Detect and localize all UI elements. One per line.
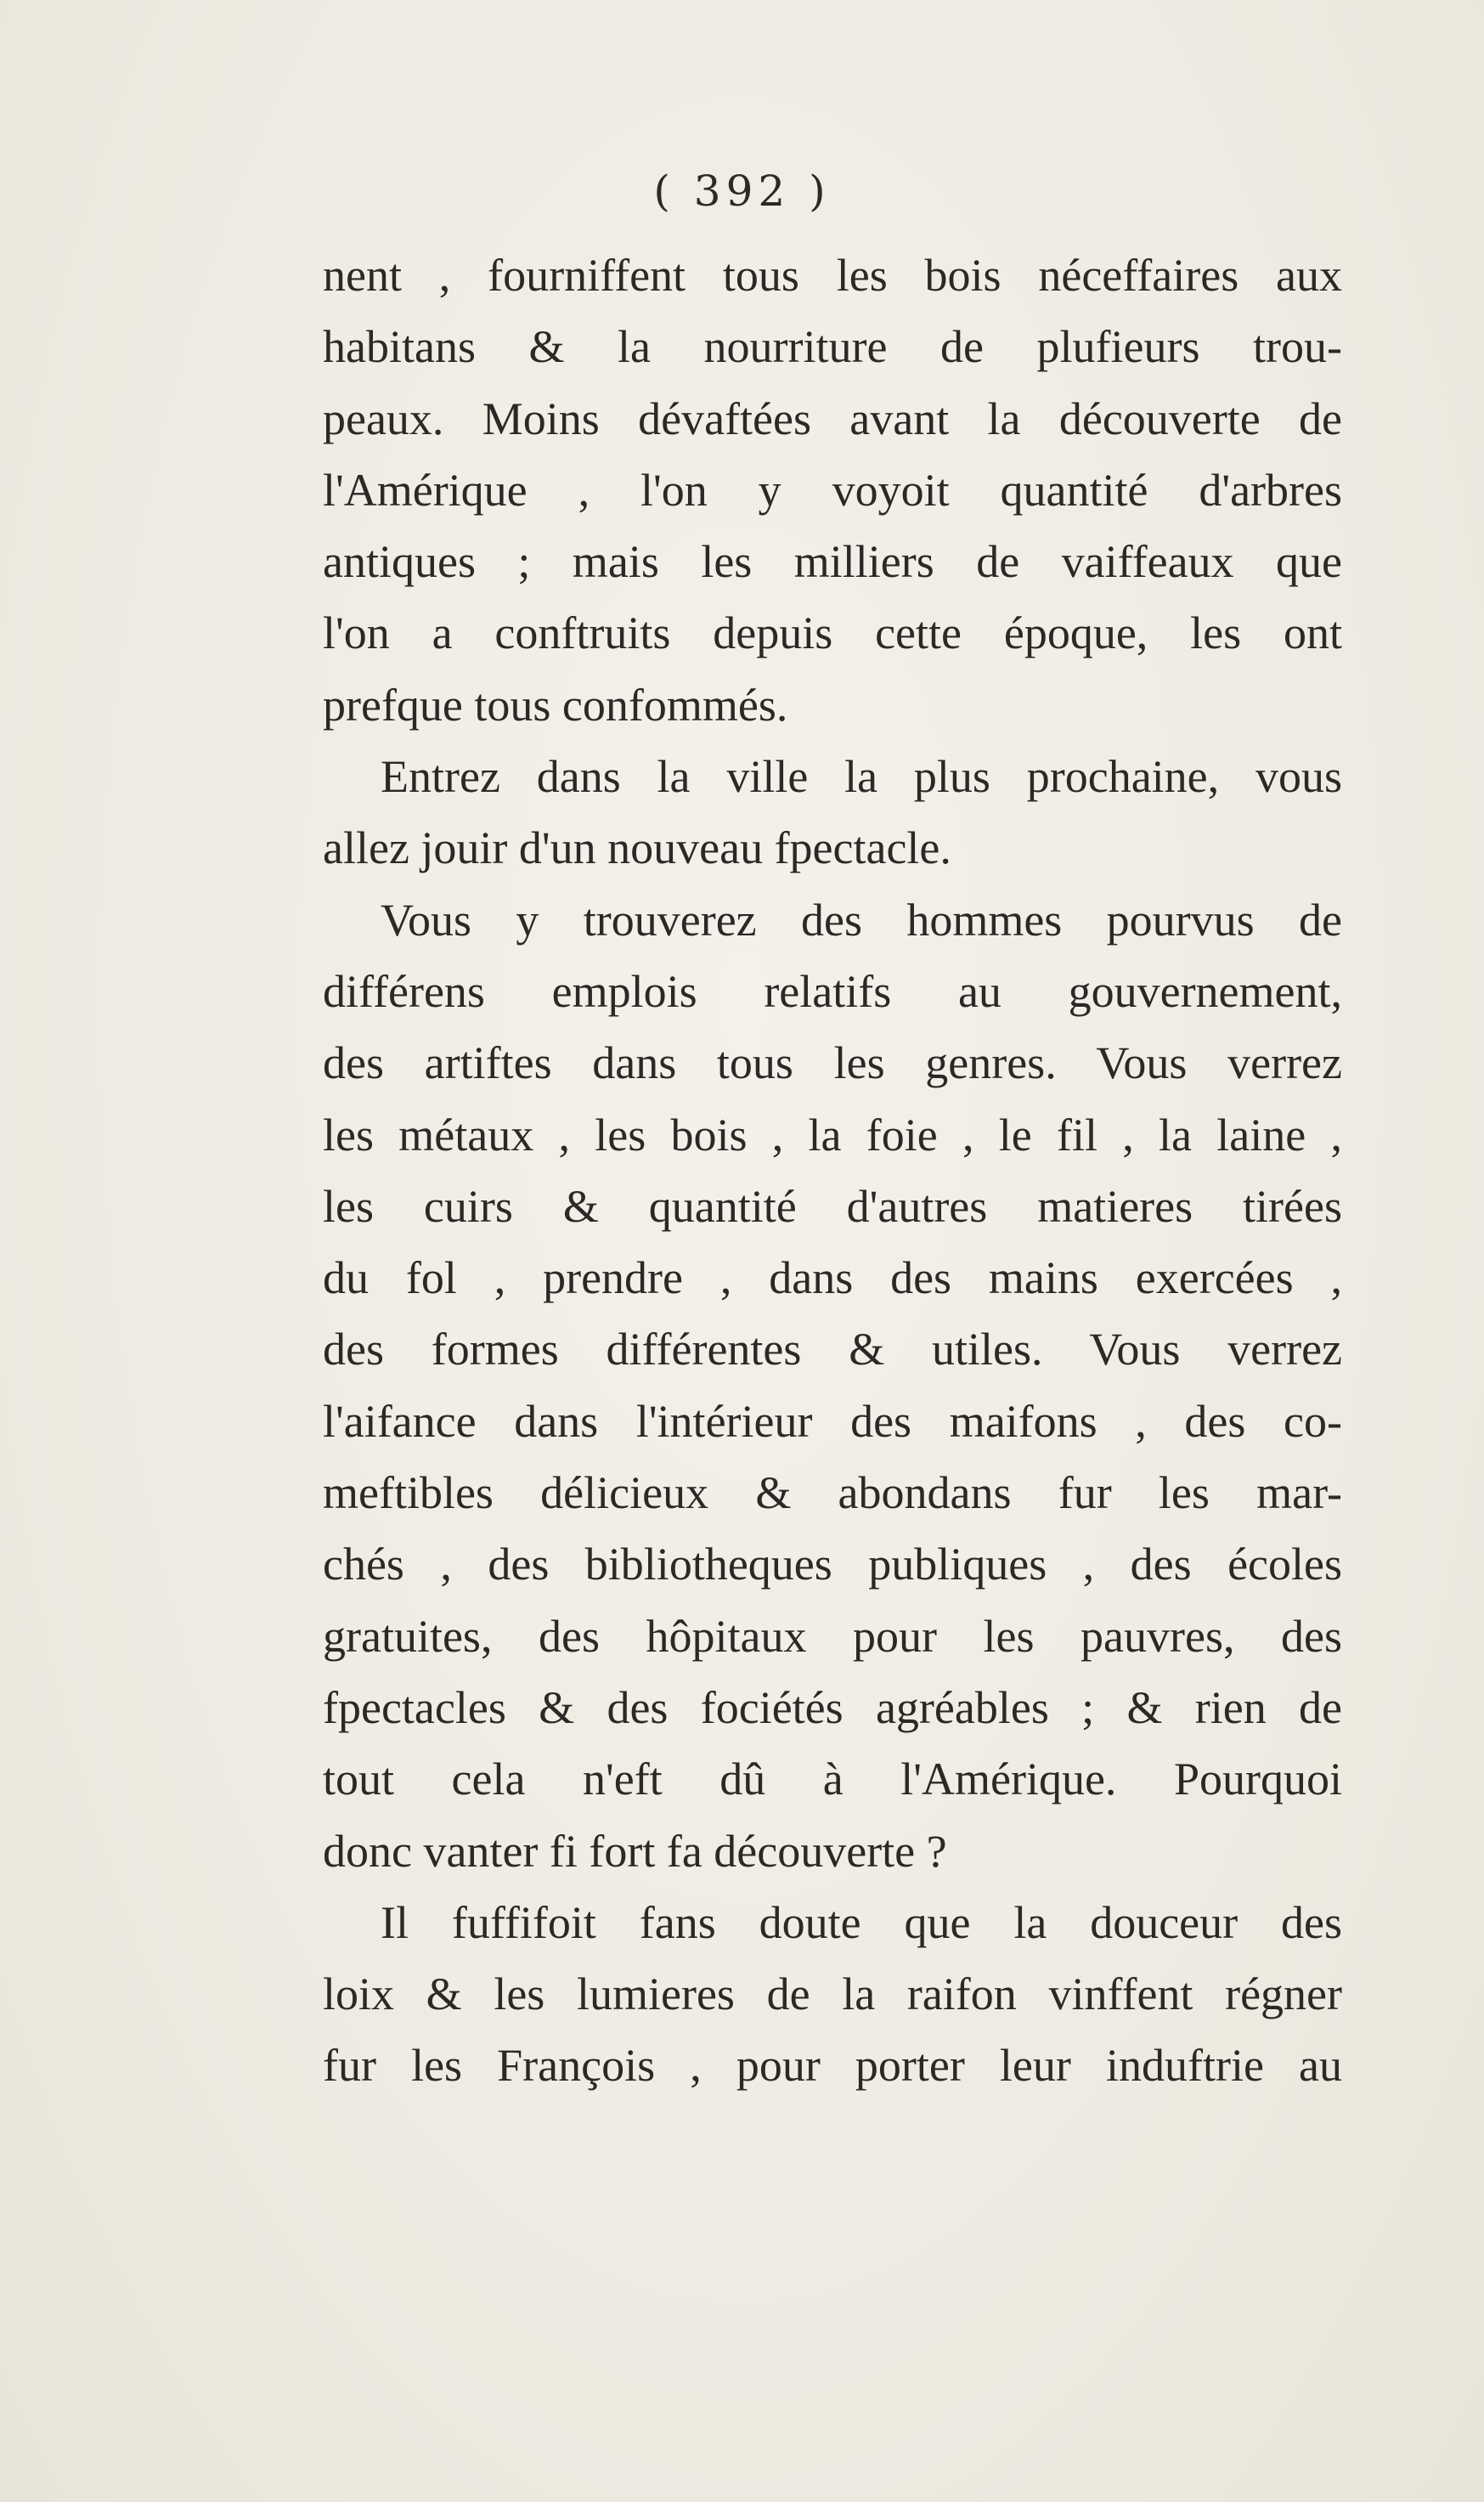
text-line: peaux. Moins dévaftées avant la découverte de [323,393,1342,444]
text-line: gratuites, des hôpitaux pour les pauvres, des [323,1610,1342,1662]
page-number-header: ( 392 ) [653,167,831,216]
text-line: allez jouir d'un nouveau fpectacle. [323,822,951,874]
text-line: prefque tous confommés. [323,679,788,731]
text-line: l'on a conftruits depuis cette époque, les ont [323,607,1342,659]
text-line: loix & les lumieres de la raifon vinffent régner [323,1968,1342,2020]
text-line: Entrez dans la ville la plus prochaine, vous [381,751,1342,803]
text-line: des formes différentes & utiles. Vous verrez [323,1324,1342,1375]
text-line: fur les François , pour porter leur induftrie au [323,2040,1342,2092]
text-line: antiques ; mais les milliers de vaiffeaux que [323,536,1342,588]
text-line: du fol , prendre , dans des mains exercées , [323,1252,1342,1304]
text-line: donc vanter fi fort fa découverte ? [323,1825,947,1877]
text-line: habitans & la nourriture de plufieurs trou- [323,321,1342,373]
text-line: nent , fourniffent tous les bois néceffaires aux [323,250,1342,301]
body-text [323,240,1342,2102]
text-line: Vous y trouverez des hommes pourvus de [381,894,1342,946]
text-line: l'aifance dans l'intérieur des maifons , des co- [323,1395,1342,1447]
text-line: tout cela n'eft dû à l'Amérique. Pourquoi [323,1754,1342,1805]
text-line: meftibles délicieux & abondans fur les mar- [323,1467,1342,1519]
text-line: des artiftes dans tous les genres. Vous verrez [323,1037,1342,1089]
text-line: Il fuffifoit fans doute que la douceur des [381,1896,1342,1948]
text-line: différens emplois relatifs au gouvernement, [323,965,1342,1017]
text-line: les métaux , les bois , la foie , le fil , la laine , [323,1109,1342,1161]
text-line: les cuirs & quantité d'autres matieres tirées [323,1180,1342,1232]
text-line: fpectacles & des fociétés agréables ; & rien de [323,1681,1342,1733]
text-line: chés , des bibliotheques publiques , des écoles [323,1539,1342,1590]
text-line: l'Amérique , l'on y voyoit quantité d'arbres [323,464,1342,516]
